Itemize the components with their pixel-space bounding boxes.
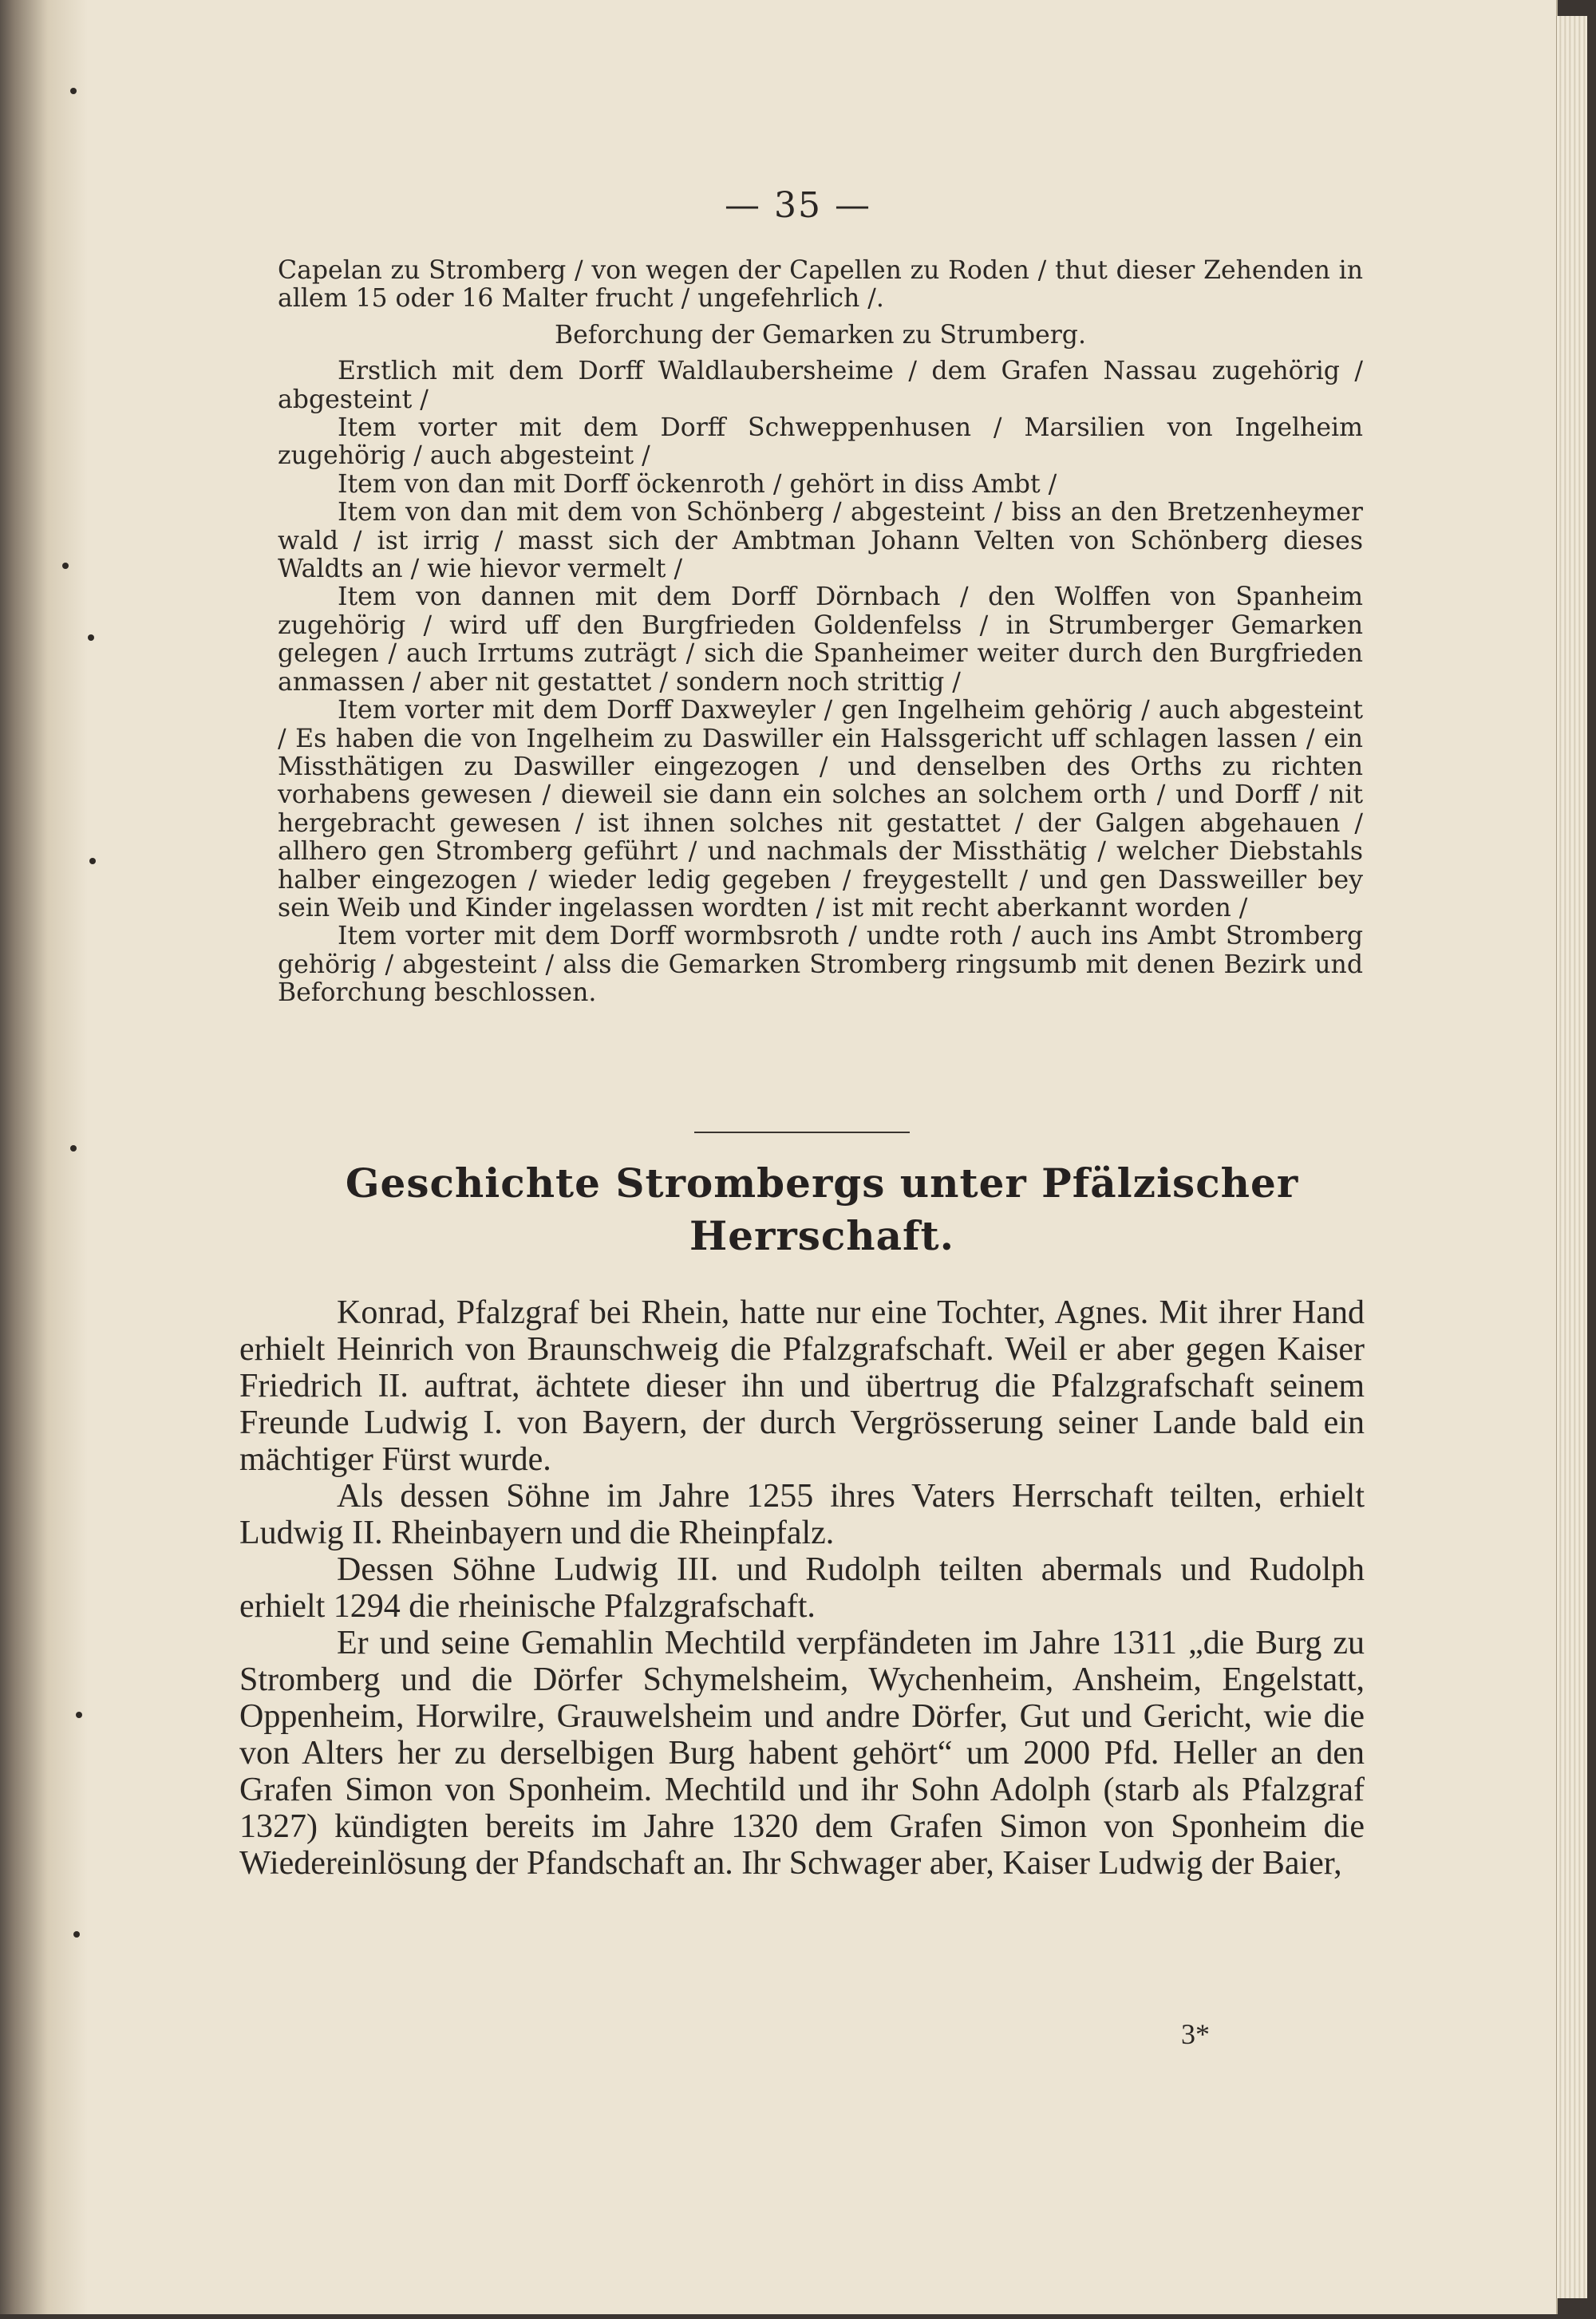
margin-spot bbox=[70, 1145, 77, 1152]
signature-mark: 3* bbox=[1181, 2018, 1210, 2050]
chapter-heading-line-2: Herrschaft. bbox=[689, 1212, 955, 1259]
paragraph: Capelan zu Stromberg / von wegen der Capellen zu Roden / thut dieser Zehenden in allem 15 oder 16 Malter frucht / ungefehrlich /. bbox=[278, 256, 1363, 314]
paragraph: Item vorter mit dem Dorff Daxweyler / gen Ingelheim gehörig / auch abgesteint / Es haben die von Ingelheim zu Daswiller ein Halssgericht uff schlagen lassen / ein Missthätigen zu Daswiller eingezogen / und denselben des Orths zu richten vorhabens gewesen / dieweil sie dann ein solches an solchem orth / und Dorff / nit hergebracht gewesen / ist ihnen solches nit gestattet / der Galgen abgehauen / allhero gen Stromberg geführt / und nachmals der Missthätig / welcher Diebstahls halber eingezogen / wieder ledig gegeben / freygestellt / und gen Dassweiller bey sein Weib und Kinder ingelassen wordten / ist mit recht aberkannt worden / bbox=[278, 696, 1363, 922]
page-number: — 35 — bbox=[725, 185, 871, 226]
margin-spot bbox=[76, 1712, 82, 1718]
margin-spot bbox=[62, 563, 69, 569]
page-edges bbox=[1556, 16, 1587, 2298]
paragraph: Item von dannen mit dem Dorff Dörnbach / den Wolffen von Spanheim zugehörig / wird uff den Burgfrieden Goldenfelss / in Strumberger Gemarken gelegen / auch Irrtums zuträgt / sich die Spanheimer weiter durch den Burgfrieden anmassen / aber nit gestattet / sondern noch strittig / bbox=[278, 583, 1363, 697]
section-divider bbox=[694, 1132, 910, 1133]
chapter-heading-line-1: Geschichte Strombergs unter Pfälzischer bbox=[345, 1160, 1299, 1207]
margin-spot bbox=[73, 1931, 80, 1938]
boundary-description bbox=[278, 257, 1363, 1008]
paragraph: Item vorter mit dem Dorff Schweppenhusen / Marsilien von Ingelheim zugehörig / auch abgesteint / bbox=[278, 413, 1363, 471]
margin-spot bbox=[88, 634, 94, 641]
paragraph: Als dessen Söhne im Jahre 1255 ihres Vaters Herrschaft teilten, erhielt Ludwig II. Rheinbayern und die Rheinpfalz. bbox=[239, 1478, 1365, 1551]
paragraph: Item vorter mit dem Dorff wormbsroth / undte roth / auch ins Ambt Stromberg gehörig / abgesteint / alss die Gemarken Stromberg ringsumb mit denen Bezirk und Beforchung beschlossen. bbox=[278, 922, 1363, 1008]
margin-spot bbox=[70, 88, 77, 94]
paragraph: Dessen Söhne Ludwig III. und Rudolph teilten abermals und Rudolph erhielt 1294 die rheinische Pfalzgrafschaft. bbox=[239, 1551, 1365, 1625]
paragraph: Konrad, Pfalzgraf bei Rhein, hatte nur eine Tochter, Agnes. Mit ihrer Hand erhielt Heinrich von Braunschweig die Pfalzgrafschaft. Weil er aber gegen Kaiser Friedrich II. auftrat, ächtete dieser ihn und übertrug die Pfalzgrafschaft seinem Freunde Ludwig I. von Bayern, der durch Vergrösserung seiner Lande bald ein mächtiger Fürst wurde. bbox=[239, 1294, 1365, 1478]
margin-spot bbox=[89, 858, 96, 864]
chapter-heading bbox=[311, 1157, 1333, 1262]
history-text bbox=[239, 1294, 1365, 1882]
paragraph: Item von dan mit dem von Schönberg / abgesteint / biss an den Bretzenheymer wald / ist irrig / masst sich der Ambtman Johann Velten von Schönberg dieses Waldts an / wie hievor vermelt / bbox=[278, 498, 1363, 584]
binding-gutter bbox=[0, 0, 88, 2314]
paragraph: Er und seine Gemahlin Mechtild verpfändeten im Jahre 1311 „die Burg zu Stromberg und die Dörfer Schymelsheim, Wychenheim, Ansheim, Engelstatt, Oppenheim, Horwilre, Grauwelsheim und andre Dörfer, Gut und Gericht, wie die von Alters her zu derselbigen Burg habent gehört“ um 2000 Pfd. Heller an den Grafen Simon von Sponheim. Mechtild und ihr Sohn Adolph (starb als Pfalzgraf 1327) kündigten bereits im Jahre 1320 dem Grafen Simon von Sponheim die Wiedereinlösung der Pfandschaft an. Ihr Schwager aber, Kaiser Ludwig der Baier, bbox=[239, 1625, 1365, 1882]
paragraph: Erstlich mit dem Dorff Waldlaubersheime / dem Grafen Nassau zugehörig / abgesteint / bbox=[278, 357, 1363, 414]
paragraph: Item von dan mit Dorff öckenroth / gehört in diss Ambt / bbox=[338, 469, 1057, 499]
subheading: Beforchung der Gemarken zu Strumberg. bbox=[555, 320, 1086, 350]
